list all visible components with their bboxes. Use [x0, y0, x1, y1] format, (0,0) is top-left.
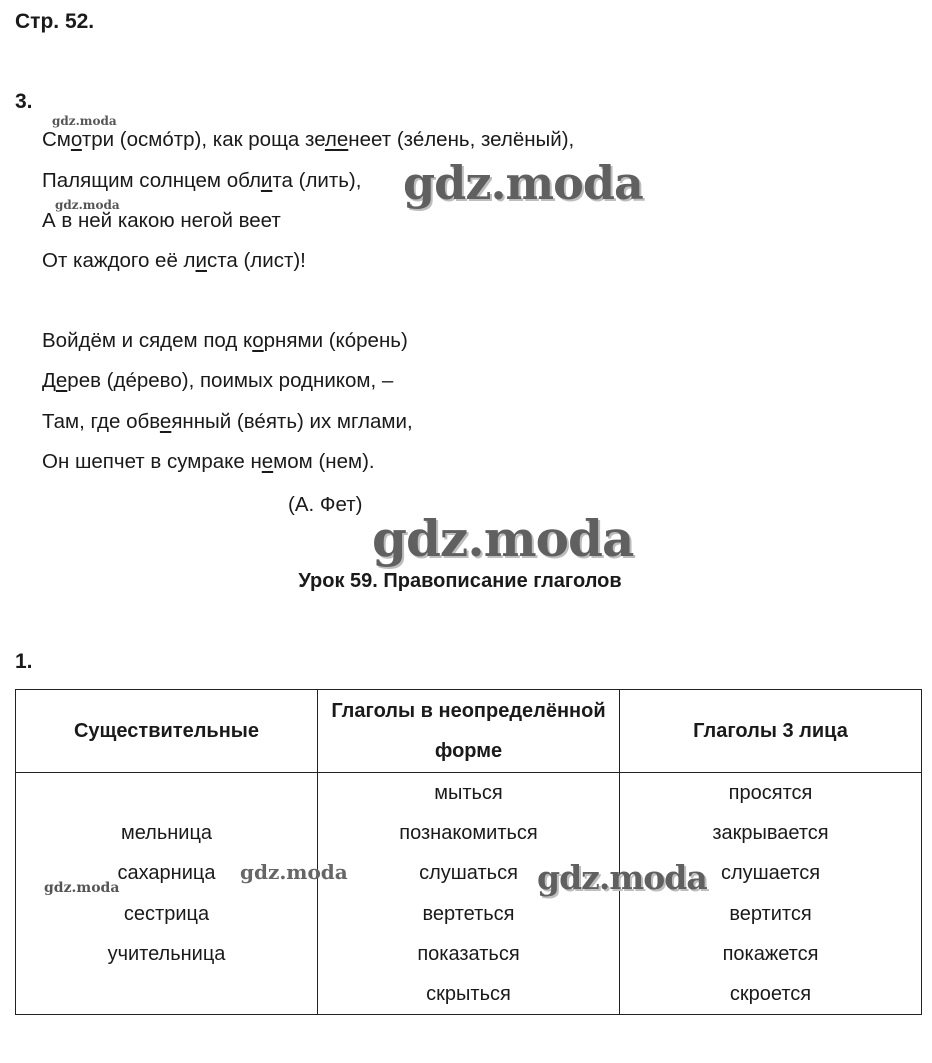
poem-text: та (лить), — [272, 169, 362, 192]
watermark-large: gdz.moda — [403, 156, 643, 210]
table-word: просятся — [728, 782, 813, 804]
poem-line — [42, 169, 361, 193]
table-word: мыться — [434, 782, 503, 804]
table-word: сахарница — [117, 862, 216, 885]
poem-text: См — [42, 128, 71, 151]
poem-text: Он шепчет в сумраке н — [42, 450, 262, 473]
table-word: сестрица — [123, 902, 210, 925]
poem-text: Там, где обв — [42, 410, 160, 433]
poem-text: От каждого её л — [42, 249, 196, 272]
underlined-letter: е — [159, 410, 172, 433]
watermark-small: gdz.moda — [44, 880, 120, 896]
table-word: скрыться — [426, 982, 511, 1005]
table-word: вертеться — [422, 902, 515, 925]
header-infinitive-verbs: Глаголы в неопределённой форме — [318, 690, 620, 773]
poem-text: рев (де́рево), поимых родником, – — [67, 369, 394, 392]
table-word: закрывается — [712, 822, 829, 845]
table-word: слушается — [720, 862, 821, 885]
task-1-number: 1. — [15, 650, 33, 673]
watermark-large: gdz.moda — [372, 509, 634, 568]
poem-line — [42, 450, 375, 474]
watermark-small: gdz.moda — [55, 198, 120, 212]
underlined-letter: и — [260, 169, 273, 192]
lesson-title: Урок 59. Правописание глаголов — [298, 570, 622, 592]
poem-line — [42, 410, 413, 434]
poem-text: Войдём и сядем под к — [42, 329, 253, 352]
poem-text: мом (нем). — [273, 450, 375, 473]
poem-text: А в ней какою негой веет — [42, 209, 281, 232]
table-word: мельница — [120, 822, 213, 845]
table-word: вертится — [729, 902, 812, 925]
table-word: показаться — [417, 942, 520, 965]
underlined-letter: о — [70, 128, 82, 151]
poem-text: ста (лист)! — [206, 249, 306, 272]
task-3-number: 3. — [15, 90, 33, 113]
poem-text: рнями (ко́рень) — [263, 329, 408, 352]
poem-text: Палящим солнцем обл — [42, 169, 261, 192]
underlined-letter: е — [261, 450, 274, 473]
poem-text: Д — [42, 369, 56, 392]
table-word: познакомиться — [399, 822, 538, 845]
watermark-medium: gdz.moda — [240, 860, 348, 884]
poem-line — [42, 329, 408, 353]
poem-line — [42, 128, 574, 152]
table-word: слушаться — [419, 862, 518, 885]
table-word: учительница — [107, 942, 226, 965]
header-nouns: Существительные — [16, 690, 318, 773]
poem-line — [42, 249, 306, 273]
words-table — [15, 689, 922, 1015]
table-word: покажется — [722, 942, 819, 965]
poem-text: три (осмо́тр), как роща зе — [81, 128, 325, 151]
page-label: Стр. 52. — [15, 10, 95, 33]
underlined-letter: и — [195, 249, 207, 272]
poem-line — [42, 209, 281, 233]
watermark-small: gdz.moda — [52, 114, 117, 128]
poem-line — [42, 369, 393, 393]
underlined-letter: о — [252, 329, 264, 352]
header-third-person-verbs: Глаголы 3 лица — [620, 690, 922, 773]
underlined-letter: ле — [324, 128, 349, 151]
poem-text: янный (ве́ять) их мглами, — [171, 410, 413, 433]
poem-author: (А. Фет) — [288, 493, 363, 516]
watermark-large: gdz.moda — [537, 858, 707, 897]
poem-text: неет (зе́лень, зелёный), — [348, 128, 575, 151]
table-word: скроется — [729, 982, 812, 1005]
underlined-letter: е — [55, 369, 68, 392]
